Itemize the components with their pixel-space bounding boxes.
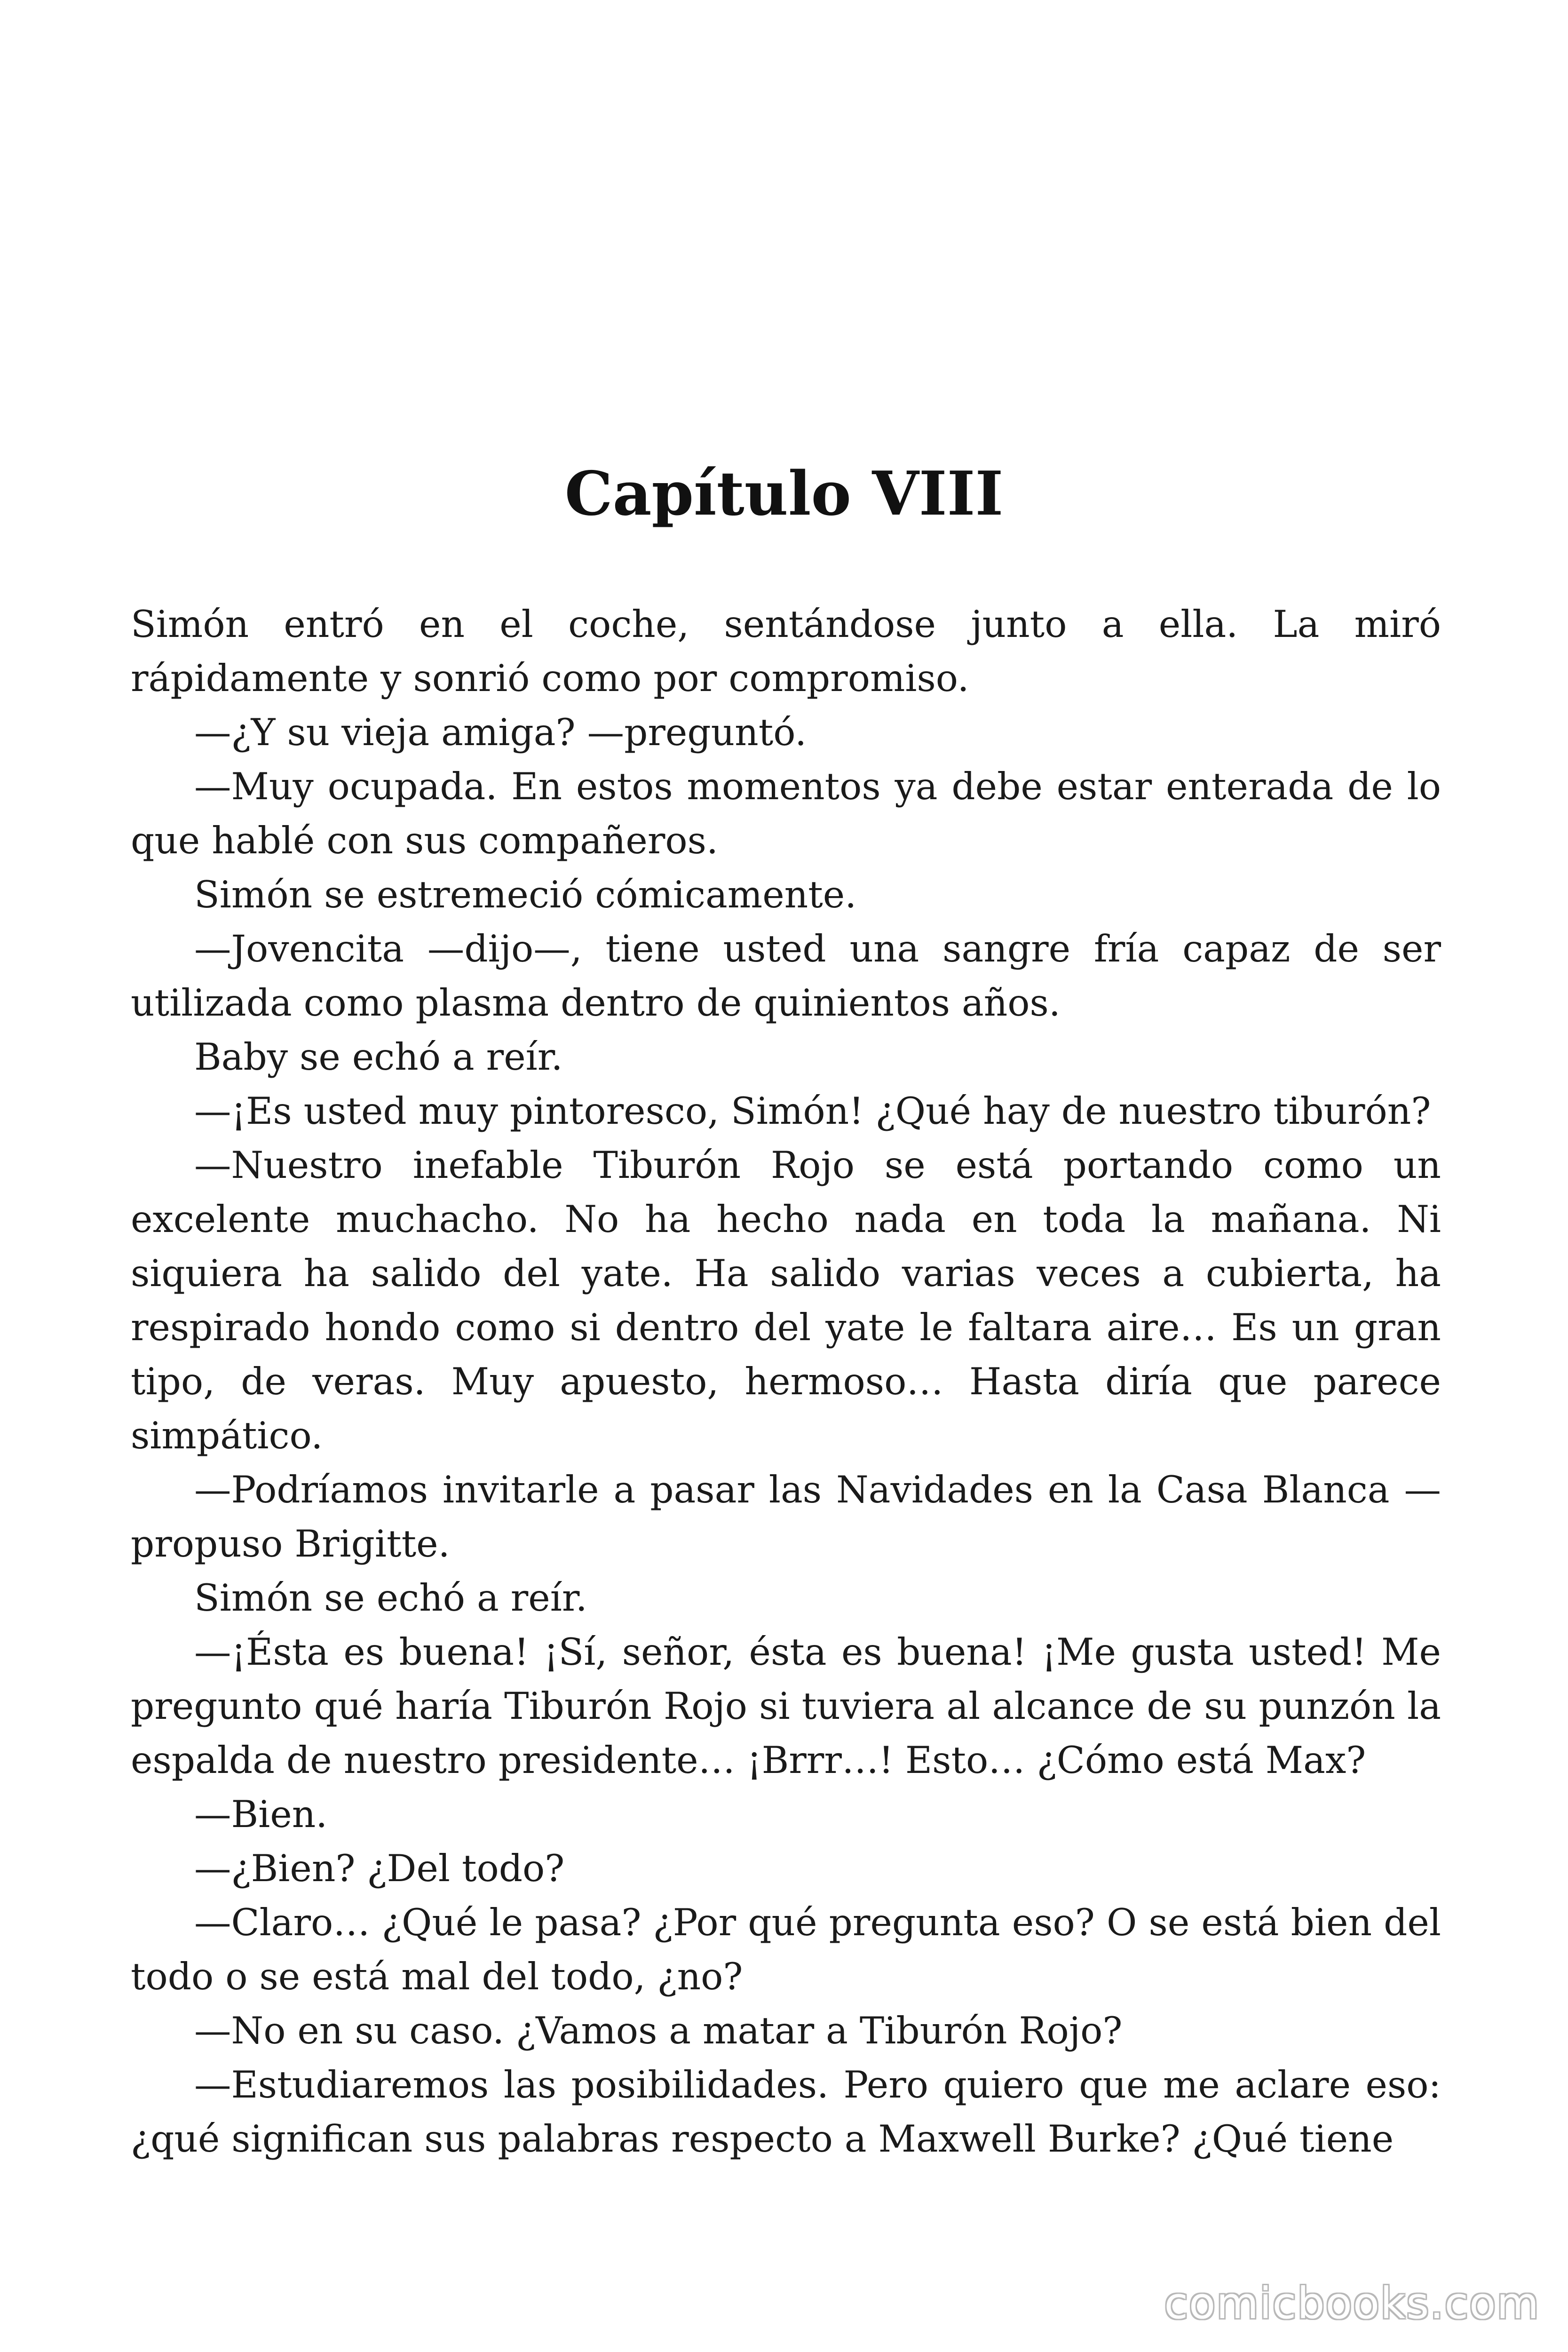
paragraph: —¿Bien? ¿Del todo? [194, 1847, 565, 1890]
paragraph: Simón entró en el coche, sentándose junto a ella. La miró rápidamente y sonrió como por compromiso. [131, 603, 1441, 700]
paragraph: —¡Ésta es buena! ¡Sí, señor, ésta es buena! ¡Me gusta usted! Me pregunto qué haría Tiburón Rojo si tuviera al alcance de su punzón la espalda de nuestro presidente… ¡Brrr…! Esto… ¿Cómo está Max? [131, 1630, 1441, 1782]
paragraph: —Bien. [194, 1793, 328, 1836]
chapter-title: Capítulo VIII [564, 459, 1004, 529]
paragraph: —Claro… ¿Qué le pasa? ¿Por qué pregunta eso? O se está bien del todo o se está mal del todo, ¿no? [131, 1901, 1441, 1998]
paragraph: Simón se estremeció cómicamente. [194, 873, 857, 916]
paragraph: —Estudiaremos las posibilidades. Pero quiero que me aclare eso: ¿qué significan sus palabras respecto a Maxwell Burke? ¿Qué tiene [131, 2063, 1441, 2161]
chapter-body [131, 597, 1441, 2166]
paragraph: —Podríamos invitarle a pasar las Navidades en la Casa Blanca —propuso Brigitte. [131, 1468, 1441, 1565]
paragraph: —¡Es usted muy pintoresco, Simón! ¿Qué hay de nuestro tiburón? [194, 1089, 1431, 1133]
paragraph: —No en su caso. ¿Vamos a matar a Tiburón Rojo? [194, 2009, 1123, 2052]
paragraph: —Jovencita —dijo—, tiene usted una sangre fría capaz de ser utilizada como plasma dentro de quinientos años. [131, 927, 1441, 1025]
paragraph: —Muy ocupada. En estos momentos ya debe estar enterada de lo que hablé con sus compañeros. [131, 765, 1441, 862]
paragraph: Baby se echó a reír. [194, 1035, 563, 1079]
paragraph: —Nuestro inefable Tiburón Rojo se está portando como un excelente muchacho. No ha hecho nada en toda la mañana. Ni siquiera ha salido del yate. Ha salido varias veces a cubierta, ha respirado hondo como si dentro del yate le faltara aire… Es un gran tipo, de veras. Muy apuesto, hermoso… Hasta diría que parece simpático. [131, 1144, 1441, 1457]
paragraph: —¿Y su vieja amiga? —preguntó. [194, 711, 807, 754]
paragraph: Simón se echó a reír. [194, 1576, 587, 1620]
watermark: comicbooks.com [1164, 2278, 1540, 2328]
